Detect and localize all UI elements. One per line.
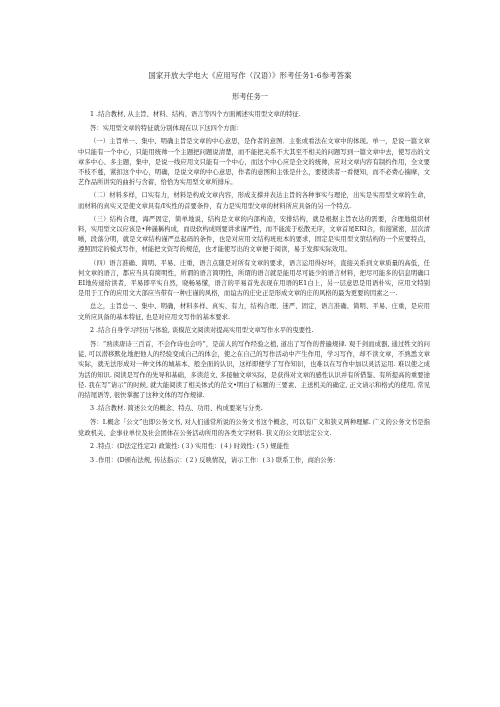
answer-3-concept: 答：I.概念「公文”也即公务文书, 对人们通常所说的公务文书这个概念，可以有广义和狭义两种理解. 广义的公务文书是指党政机关、企事业单位及社会团体在公务活动所用的各类文字材料. 狭义的公文即法定公文. xyxy=(78,419,430,437)
answer-2: 答：“熟读唐诗三百首，不会作诗也会吟”，是前人的写作经验之植, 道出了写作的普遍规律. 观千剑而成器, 通过牲文的问徒, 可以潜移默化地把他人的经验变成自己的体会，使之在自己的写作活动中产生作用，学习写作，却不读文章，不熟悉文章实际，就无法形成对一种文体的城基本、般全面的认识，这样即便学了写作知识，也难以在写作中加以灵活运用. 难以使之成为活的知识. 阅读是写作的先导和基础，多读范文, 多接触文章实际，是获得对文章的感性认识并有所借鉴、有所提高的重要途径. 我在写“请示”的时候, 就大能阅读了相关体式的范文•明白了标题的三要素、主送机关的确定, 正文请示和格式的使用, 常见的结尾语等, 很快掌握了这种文体的写作规律. xyxy=(78,341,430,400)
question-3: 3 .结合教材. 简述公文的概念、特点、功用、构成要案与分类. xyxy=(90,405,263,413)
answer-point-1: （一）主旨单一、集中、明确主旨是文章的中心意思，是作者的意图．主张或看法在文章中的体现。单一，是说一篇文章中只能有一个中心，只能用统帅一个主题把问题说清楚，而不能把关系不大其至不相关的问题写到一篇文章中去，使写出的文章多中心、多主题，集中，是说一线应用文只能有一个中心，而这个中心应是全文的统帅，应对文章内容有制约作用，全文要不枝不蔓，紧扣这个中心，明确，是说文章的中心意思，作者的意图和主张是什么，要使读者一看便知，而不必费心揣摩，文艺作品所讲究的曲折与含蓄，恰恰为实用型文章所排斥。 xyxy=(78,138,430,187)
answer-summary: 总之，主旨总一、集中、明确，材料多样、真实、有力，结构合理、迷严、固定，语言准确、简明、平易、庄重，是应用文所应具备的基本特征, 也是对应用文写作的基本要求. xyxy=(78,303,430,321)
answer-intro: 答：实用型文章的特征就分别体现在以下这四个方面： xyxy=(90,125,243,133)
answer-point-2: （二）材料多样，口实有力，材料是构成文章内容，形成支撑并表达主旨的各种事实与理论，出实是实用型文章的生命，而材料的真实又是使文章具有/I实性的首要条件，有力是实用型文章的材料所应具备的另一个特点. xyxy=(78,192,430,210)
document-body xyxy=(78,110,430,470)
document-title: 国家开放大学电大《应用写作（汉语）》形考任务1-6参考答案 xyxy=(148,71,352,80)
answer-3-functions: 3 .作用：(D颁布法规, 传达指示：(２) 反映情况，请示工作：(３) 联系工作，商治公务： xyxy=(90,457,340,465)
answer-point-4: （四）语言准确、简明、平易、庄重，语言点随是对所有文章的要求，语言运用得好坏，直接关系到文章质量的高低，任何文章的语言，都应当具有简明性，所谓的语言简明性，所谓的语言就是能用尽可能少的语言材料，把尽可能多的信息明确口EI地传递给读者，平易即平实自然，晓畅易懂，语言的平易首先表现在用语的E1白上，另一层意思是用语朴实，应用文特别是用于工作的应用文大部应当带有一种庄谨的风格，而谊古的庄史正是形成文章的庄的风格的最为更要的因素之一. xyxy=(78,259,430,298)
answer-point-3: （三）结构合理，海严固定，简单地说，结构是文章的内部构造，安排结构，就是根据主旨农达的需要，合理地组织材料，实用型文以应该是•种謹稱构成，而设软构成则要讲求谨严性，而不能流于松散无序，文章首尾ERI合，衔接紧密，层次清晰，段落分明，就是文章结构谨严总起码的条件，也是对应用文结构班班本的要求，固定是实用型文第结构的一个应要特点，遵照固定的模式写作，材能把文资写的规范，也才能使写出的文章便于阅读，易于发挥实际效用。 xyxy=(78,215,430,254)
answer-3-features: 2 .特点：(D法定性定2) 政策性: (３) 实用性：(４) 时效性: (５) 规能性 xyxy=(90,442,290,450)
question-2: 2 .结合自身学习经历与体验, 谈模范文阅读对提高实用型文章写作水平的曳要性. xyxy=(90,326,314,334)
question-1: 1 .结合教材, 从主旨、材料、结构、语言等四个方面阐述实用型文章的特征. xyxy=(90,111,301,118)
document-subtitle: 形考任务一 xyxy=(232,92,268,101)
